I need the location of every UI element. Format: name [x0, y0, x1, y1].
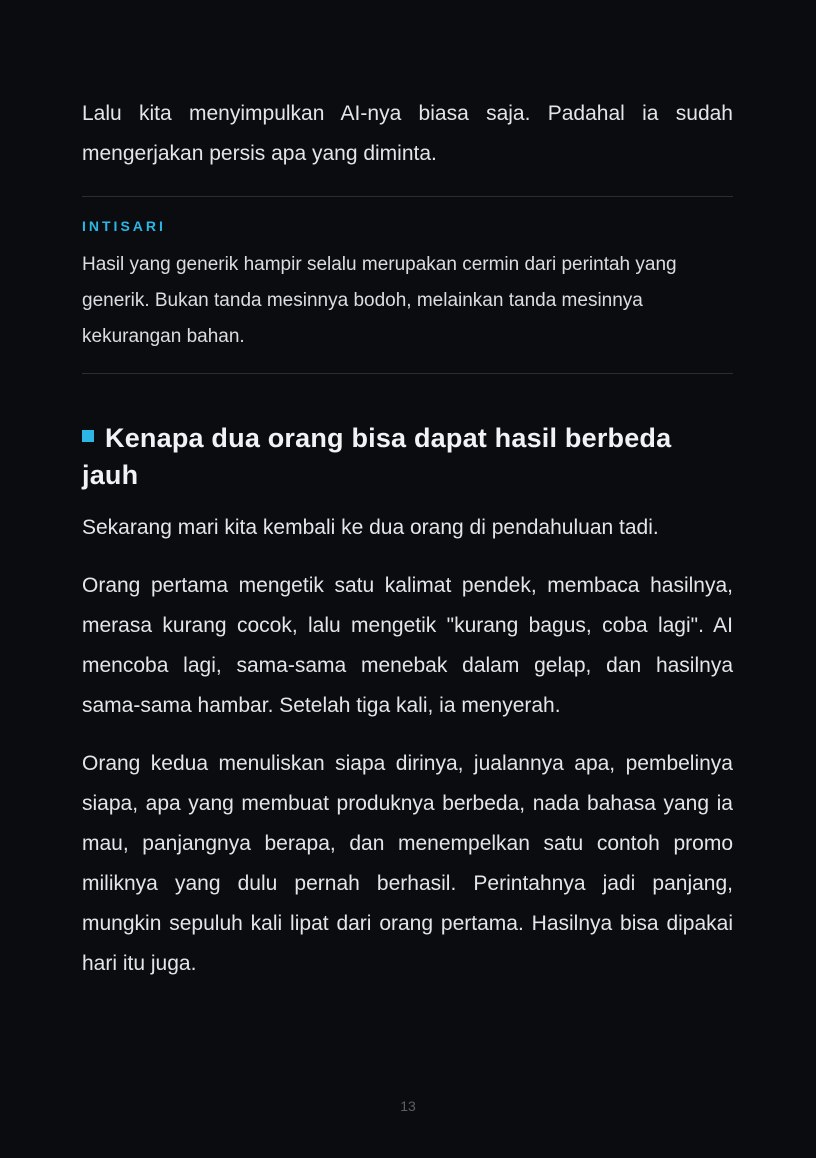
- body-paragraph-3: Orang kedua menuliskan siapa dirinya, jualannya apa, pembelinya siapa, apa yang membuat produknya berbeda, nada bahasa yang ia mau, panjangnya berapa, dan menempelkan satu contoh promo miliknya yang dulu pernah berhasil. Perintahnya jadi panjang, mungkin sepuluh kali lipat dari orang pertama. Hasilnya bisa dipakai hari itu juga.: [82, 752, 733, 975]
- body-paragraph-2: Orang pertama mengetik satu kalimat pendek, membaca hasilnya, merasa kurang cocok, lalu mengetik "kurang bagus, coba lagi". AI mencoba lagi, sama-sama menebak dalam gelap, dan hasilnya sama-sama hambar. Setelah tiga kali, ia menyerah.: [82, 574, 733, 717]
- section-heading: [82, 420, 733, 494]
- callout-label: INTISARI: [82, 218, 166, 234]
- page-number: 13: [400, 1098, 416, 1114]
- callout-text: Hasil yang generik hampir selalu merupakan cermin dari perintah yang generik. Bukan tanda mesinnya bodoh, melainkan tanda mesinnya kekurangan bahan.: [82, 254, 677, 347]
- body-paragraph-1: Sekarang mari kita kembali ke dua orang di pendahuluan tadi.: [82, 516, 659, 539]
- key-takeaway-callout: [82, 196, 733, 374]
- body-paragraph-intro: Lalu kita menyimpulkan AI-nya biasa saja. Padahal ia sudah mengerjakan persis apa yang diminta.: [82, 102, 733, 165]
- page-content: [82, 94, 733, 1002]
- square-bullet-icon: [82, 430, 94, 442]
- section-heading-text: Kenapa dua orang bisa dapat hasil berbeda jauh: [82, 423, 672, 490]
